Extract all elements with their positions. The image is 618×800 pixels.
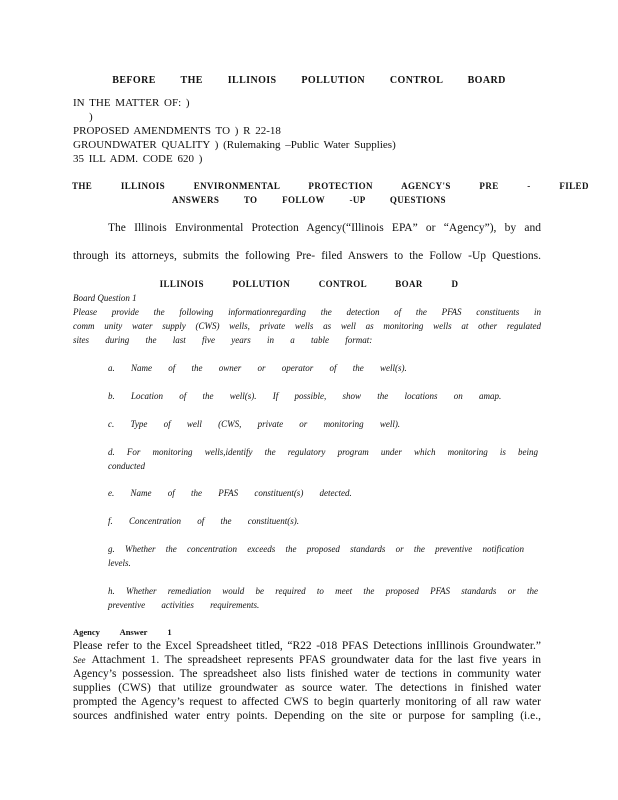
question-label: Board Question 1 [73, 293, 137, 303]
question-line-2: comm unity water supply (CWS) wells, private wells as well as monitoring wells at other regulated [73, 321, 541, 331]
caption-line-3: PROPOSED AMENDMENTS TO ) R 22-18 [73, 125, 281, 137]
board-heading: BEFORE THE ILLINOIS POLLUTION CONTROL BOARD [112, 75, 506, 86]
item-d-line-1: d. For monitoring wells,identify the regulatory program under which monitoring is being [108, 447, 538, 457]
answer-line-1: Please refer to the Excel Spreadsheet titled, “R22 -018 PFAS Detections inIllinois Groundwater.” [73, 640, 541, 652]
caption-line-5: 35 ILL ADM. CODE 620 ) [73, 153, 203, 165]
answer-see-label: See [73, 655, 86, 665]
answer-line-3: Agency’s possession. The spreadsheet also lists finished water de tections in community water [73, 668, 541, 680]
caption-line-2: ) [89, 111, 93, 123]
doc-title-line-1: THE ILLINOIS ENVIRONMENTAL PROTECTION AGENCY'S PRE - FILED [72, 181, 589, 191]
question-line-1: Please provide the following informationregarding the detection of the PFAS constituents in [73, 307, 541, 317]
answer-line-4: supplies (CWS) that utilize groundwater as source water. The detections in finished water [73, 682, 541, 694]
section-heading: ILLINOIS POLLUTION CONTROL BOAR D [159, 279, 459, 289]
answer-line-2-text: Attachment 1. The spreadsheet represents PFAS groundwater data for the last five years in [91, 654, 541, 666]
question-line-3: sites during the last five years in a table format: [73, 335, 373, 345]
item-h-line-2: preventive activities requirements. [108, 600, 260, 610]
answer-line-5: prompted the Agency’s request to affected CWS to begin quarterly monitoring of all raw water [73, 696, 541, 708]
intro-line-2: through its attorneys, submits the following Pre- filed Answers to the Follow -Up Questions. [73, 250, 541, 262]
item-g-line-1: g. Whether the concentration exceeds the proposed standards or the preventive notification [108, 544, 524, 554]
item-f: f. Concentration of the constituent(s). [108, 516, 299, 526]
intro-line-1: The Illinois Environmental Protection Agency(“Illinois EPA” or “Agency”), by and [108, 222, 541, 234]
answer-line-6: sources andfinished water entry points. Depending on the site or purpose for sampling (i.e., [73, 710, 541, 722]
item-b: b. Location of the well(s). If possible, show the locations on amap. [108, 391, 502, 401]
doc-title-line-2: ANSWERS TO FOLLOW -UP QUESTIONS [172, 195, 446, 205]
item-a: a. Name of the owner or operator of the well(s). [108, 363, 407, 373]
caption-line-4: GROUNDWATER QUALITY ) (Rulemaking –Public Water Supplies) [73, 139, 396, 151]
answer-line-2 [73, 655, 541, 667]
item-e: e. Name of the PFAS constituent(s) detected. [108, 488, 352, 498]
answer-label: Agency Answer 1 [73, 627, 172, 637]
item-c: c. Type of well (CWS, private or monitoring well). [108, 419, 401, 429]
caption-line-1: IN THE MATTER OF: ) [73, 97, 190, 109]
item-g-line-2: levels. [108, 558, 131, 568]
item-d-line-2: conducted [108, 461, 145, 471]
item-h-line-1: h. Whether remediation would be required to meet the proposed PFAS standards or the [108, 586, 538, 596]
